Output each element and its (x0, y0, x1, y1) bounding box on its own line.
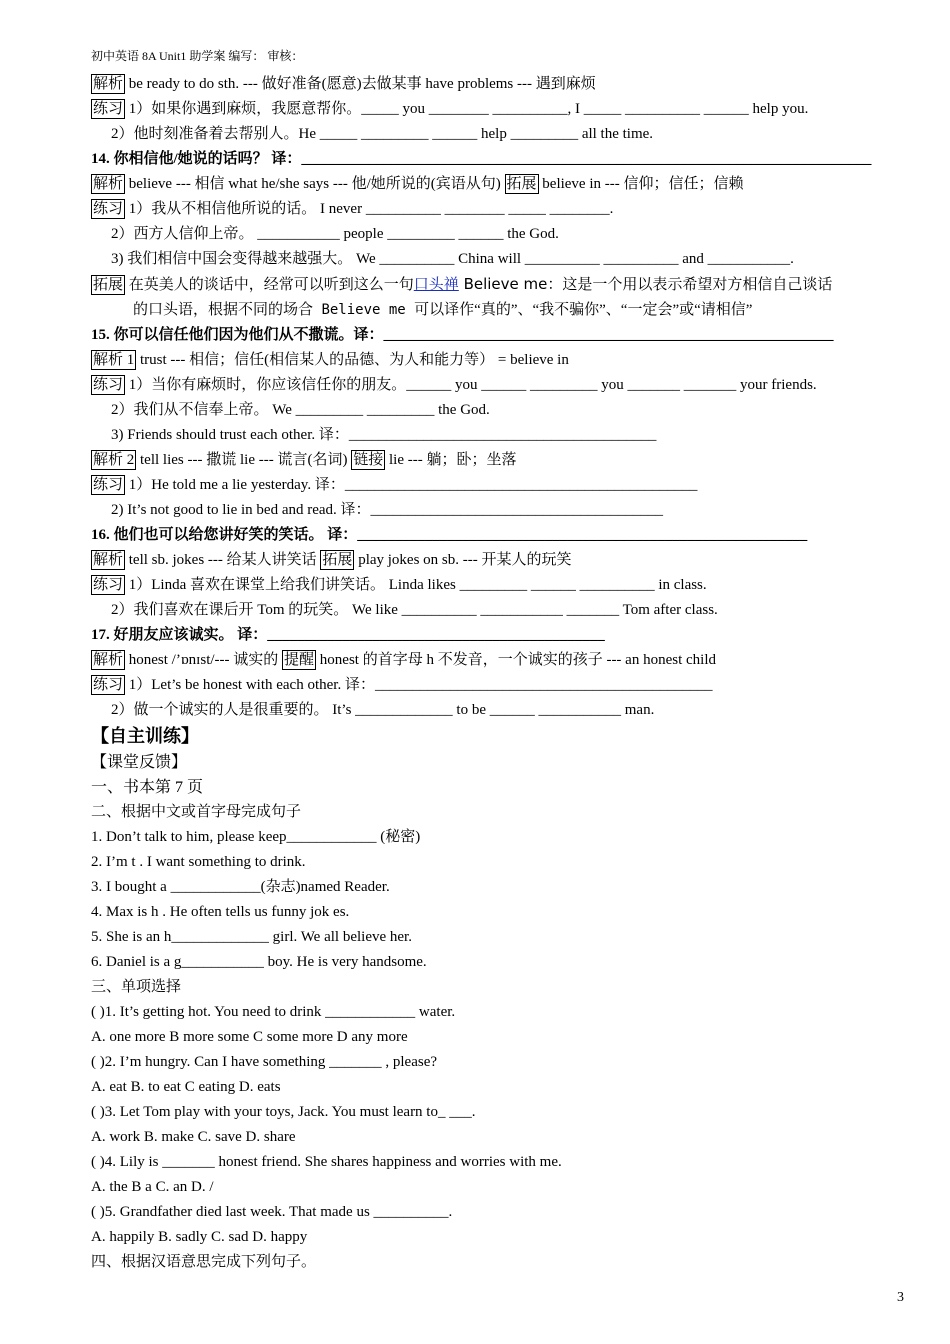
text-line: 拓展 在英美人的谈话中，经常可以听到这么一句口头禅 Believe me：这是一个用以表示希望对方相信自己谈话 (93, 275, 833, 293)
boxed-label: 提醒 (284, 652, 315, 668)
text-line: 解析 honest /’ɒnɪst/--- 诚实的 提醒 honest 的首字母 h 不发音，一个诚实的孩子 --- an honest child (93, 652, 716, 668)
text-line: 5. She is an h_____________ girl. We all believe her. (91, 929, 412, 945)
text-line: 2）他时刻准备着去帮别人。He _____ _________ ______ help _________ all the time. (111, 126, 654, 142)
hyperlink-koutouchan[interactable]: 口头禅 (413, 277, 459, 293)
boxed-label: 解析 (93, 176, 124, 192)
phrase-believe-me-mono: Believe me (313, 302, 415, 318)
text-line: ( )5. Grandfather died last week. That made us __________. (91, 1204, 453, 1220)
boxed-label: 解析 2 (93, 452, 135, 468)
text-line: 2. I’m t . I want something to drink. (91, 854, 306, 870)
boxed-label: 练习 (93, 677, 124, 693)
boxed-label: 解析 (93, 552, 124, 568)
text-line: 练习 1）Let’s be honest with each other. 译：_____________________________________________ (93, 677, 713, 693)
text-line: ( )3. Let Tom play with your toys, Jack. You must learn to_ ___. (91, 1104, 476, 1120)
page-header: 初中英语 8A Unit1 助学案 编写： 审核： (91, 49, 304, 63)
text-line: 2）西方人信仰上帝。 ___________ people _________ ______ the God. (111, 226, 559, 242)
text-line: 三、单项选择 (91, 979, 182, 995)
boxed-label: 链接 (353, 452, 384, 468)
text-line: 练习 1）当你有麻烦时，你应该信任你的朋友。______ you ______ _________ you _______ _______ your friends. (93, 377, 817, 393)
text-line: 解析 1 trust --- 相信；信任(相信某人的品德、为人和能力等） = believe in (93, 352, 569, 368)
boxed-label: 拓展 (506, 176, 537, 192)
text-line: A. one more B more some C some more D any more (91, 1029, 408, 1045)
text-line: 3) Friends should trust each other. 译：_________________________________________ (111, 427, 657, 443)
text-line: A. work B. make C. save D. share (91, 1129, 296, 1145)
text-line: 4. Max is h . He often tells us funny jok es. (91, 904, 350, 920)
text-line: 【自主训练】 (91, 726, 199, 746)
phrase-believe-me: Believe me： (458, 275, 563, 293)
text-line: 2）我们喜欢在课后开 Tom 的玩笑。 We like __________ ___________ _______ Tom after class. (111, 602, 718, 618)
boxed-label: 练习 (93, 201, 124, 217)
text-line: 解析 be ready to do sth. --- 做好准备(愿意)去做某事 have problems --- 遇到麻烦 (93, 76, 596, 92)
text-line: 一、书本第 7 页 (91, 779, 204, 796)
text-line: 练习 1）我从不相信他所说的话。 I never __________ ________ _____ ________. (93, 201, 614, 217)
text-line: 17. 好朋友应该诚实。 译：_____________________________________________ (91, 627, 605, 643)
boxed-label: 解析 (93, 652, 124, 668)
text-line: 16. 他们也可以给您讲好笑的笑话。 译：____________________________________________________________ (91, 527, 808, 543)
boxed-label: 练习 (93, 101, 124, 117)
text-line: 解析 tell sb. jokes --- 给某人讲笑话 拓展 play jokes on sb. --- 开某人的玩笑 (93, 552, 572, 568)
text-line: ( )1. It’s getting hot. You need to drink ____________ water. (91, 1004, 456, 1020)
text-line: 14. 你相信他/她说的话吗？ 译：____________________________________________________________________________ (91, 151, 872, 167)
text-line: 2) It’s not good to lie in bed and read. 译：_______________________________________ (111, 502, 664, 518)
text-line: ( )2. I’m hungry. Can I have something _______ , please? (91, 1054, 438, 1070)
boxed-label: 拓展 (93, 277, 124, 293)
text-line: 2）我们从不信奉上帝。 We _________ _________ the God. (111, 402, 490, 418)
text-line: 四、根据汉语意思完成下列句子。 (91, 1254, 317, 1270)
text-line: 【课堂反馈】 (91, 754, 188, 771)
boxed-label: 练习 (93, 477, 124, 493)
text-line: 3) 我们相信中国会变得越来越强大。 We __________ China will __________ __________ and ___________. (111, 251, 794, 267)
text-line: A. the B a C. an D. / (91, 1179, 214, 1195)
text-line: 解析 2 tell lies --- 撒谎 lie --- 谎言(名词) 链接 lie --- 躺；卧；坐落 (93, 452, 517, 468)
text-line: 解析 believe --- 相信 what he/she says --- 他/她所说的(宾语从句) 拓展 believe in --- 信仰；信任；信赖 (93, 176, 744, 192)
text-line: 6. Daniel is a g___________ boy. He is very handsome. (91, 954, 427, 970)
document-body (91, 72, 906, 1275)
text-line: A. happily B. sadly C. sad D. happy (91, 1229, 308, 1245)
boxed-label: 拓展 (322, 552, 353, 568)
text-line: 练习 1）Linda 喜欢在课堂上给我们讲笑话。 Linda likes _________ ______ __________ in class. (93, 577, 707, 593)
boxed-label: 解析 1 (93, 352, 135, 368)
text-line: 2）做一个诚实的人是很重要的。 It’s _____________ to be ______ ___________ man. (111, 702, 655, 718)
text-line: 1. Don’t talk to him, please keep____________ (秘密) (91, 829, 421, 845)
text-line: ( )4. Lily is _______ honest friend. She shares happiness and worries with me. (91, 1154, 562, 1170)
text-line: 二、根据中文或首字母完成句子 (91, 804, 302, 820)
boxed-label: 解析 (93, 76, 124, 92)
boxed-label: 练习 (93, 577, 124, 593)
text-line: 的口头语，根据不同的场合 Believe me 可以译作“真的”、“我不骗你”、“一定会”或“请相信” (133, 302, 753, 318)
text-line: 3. I bought a ____________(杂志)named Reader. (91, 879, 390, 895)
page-number: 3 (897, 1290, 904, 1305)
text-line: A. eat B. to eat C eating D. eats (91, 1079, 281, 1095)
document-page (91, 44, 906, 1275)
text-line: 练习 1）如果你遇到麻烦，我愿意帮你。_____ you ________ __________, I _____ __________ ______ help you. (93, 101, 809, 117)
text-line: 15. 你可以信任他们因为他们从不撒谎。译：____________________________________________________________ (91, 327, 834, 343)
boxed-label: 练习 (93, 377, 124, 393)
text-line: 练习 1）He told me a lie yesterday. 译：_______________________________________________ (93, 477, 698, 493)
